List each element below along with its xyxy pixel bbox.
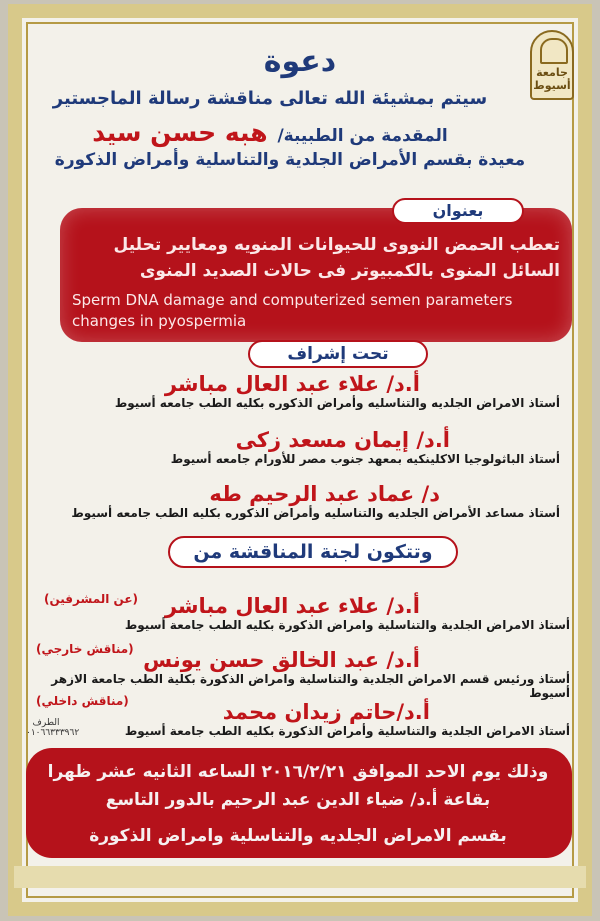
supervisor-name: أ.د/ إيمان مسعد زكى bbox=[235, 428, 450, 452]
committee-member-3 bbox=[30, 700, 570, 738]
schedule-hall: بقاعة أ.د/ ضياء الدين عبد الرحيم بالدور التاسع bbox=[105, 790, 491, 810]
supervisor-1 bbox=[40, 372, 560, 410]
committee-label: وتتكون لجنة المناقشة من bbox=[168, 536, 458, 568]
supervisor-desc: أستاذ مساعد الأمراض الجلديه والتناسليه وأمراض الذكوره بكليه الطب جامعه أسيوط bbox=[71, 506, 560, 520]
bottom-border bbox=[14, 866, 586, 888]
committee-member-desc: أستاذ الامراض الجلدية والتناسلية وأمراض الذكورة بكليه الطب جامعة أسيوط bbox=[124, 724, 570, 738]
thesis-title-arabic: تعطب الحمض النووى للحيوانات المنويه ومعايير تحليل السائل المنوى بالكمبيوتر فى حالات الصديد المنوى bbox=[113, 235, 560, 281]
supervisor-name: أ.د/ علاء عبد العال مباشر bbox=[164, 372, 420, 396]
thesis-label: بعنوان bbox=[392, 198, 524, 224]
committee-member-2 bbox=[14, 648, 570, 700]
supervisor-desc: أستاذ الباثولوجيا الاكلينكيه بمعهد جنوب مصر للأورام جامعه أسيوط bbox=[170, 452, 560, 466]
committee-member-desc: أستاذ ورئيس قسم الامراض الجلدية والتناسلية وامراض الذكورة بكلية الطب جامعة الازهر أسيوط bbox=[51, 672, 570, 700]
committee-member-1 bbox=[30, 594, 570, 632]
committee-member-name: أ.د/ عبد الخالق حسن يونس bbox=[143, 648, 420, 672]
intro-line: سيتم بمشيئة الله تعالى مناقشة رسالة الماجستير bbox=[52, 88, 488, 109]
supervisor-desc: أستاذ الامراض الجلديه والتناسليه وأمراض الذكوره بكليه الطب جامعه أسيوط bbox=[114, 396, 560, 410]
presented-by-line bbox=[30, 118, 510, 147]
schedule-date: وذلك يوم الاحد الموافق ٢٠١٦/٢/٢١ الساعه الثانيه عشر ظهرا bbox=[47, 762, 549, 782]
committee-role: (مناقش داخلي) bbox=[36, 694, 129, 708]
supervisor-2 bbox=[40, 428, 560, 466]
supervisor-name: د/ عماد عبد الرحيم طه bbox=[209, 482, 440, 506]
thesis-title-english: Sperm DNA damage and computerized semen parameters changes in pyospermia bbox=[72, 291, 513, 330]
signature-text: الطرف bbox=[32, 718, 60, 728]
dome-icon bbox=[540, 38, 568, 64]
candidate-name: هبه حسن سيد bbox=[92, 118, 268, 147]
committee-role: (مناقش خارجي) bbox=[36, 642, 134, 656]
schedule-department: بقسم الامراض الجلديه والتناسلية وامراض الذكورة bbox=[89, 826, 507, 846]
committee-role: (عن المشرفين) bbox=[44, 592, 139, 606]
signature-phone: ٠١٠٦٦٣٣٣٩٦٢ bbox=[26, 728, 80, 738]
logo-text: جامعة أسيوط bbox=[533, 66, 571, 92]
presented-by-label: المقدمة من الطبيبة/ bbox=[277, 126, 448, 146]
committee-member-name: أ.د/ علاء عبد العال مباشر bbox=[164, 594, 420, 618]
committee-member-name: أ.د/حاتم زيدان محمد bbox=[222, 700, 430, 724]
supervisor-3 bbox=[40, 482, 560, 520]
committee-member-desc: أستاذ الامراض الجلدية والتناسلية وامراض الذكورة بكليه الطب جامعة أسيوط bbox=[124, 618, 570, 632]
supervision-label: تحت إشراف bbox=[248, 340, 428, 368]
invitation-title: دعوة bbox=[263, 44, 337, 79]
candidate-position: معيدة بقسم الأمراض الجلدية والتناسلية وأمراض الذكورة bbox=[54, 150, 526, 170]
signature bbox=[26, 718, 80, 750]
